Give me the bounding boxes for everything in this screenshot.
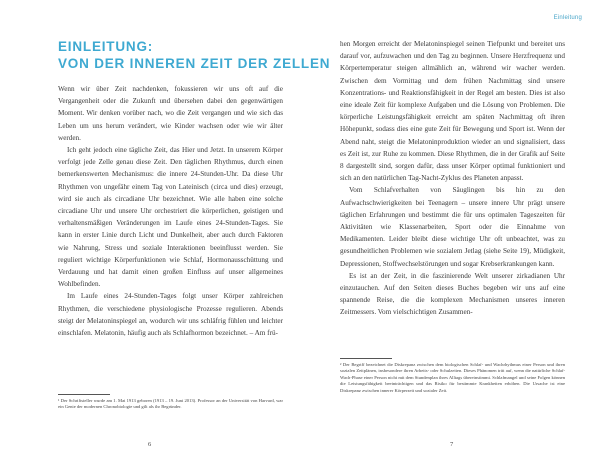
right-paragraph-1: hen Morgen erreicht der Melatoninspiegel seinen Tiefpunkt und bereitet uns darauf vor, aufzuwachen und den Tag zu beginnen. Unsere Herzfrequenz und Körpertemperatur steigen allmählich an, während wir wacher werden. Zwischen dem Vormittag und dem frühen Nachmittag sind unsere Konzentrations- und Reaktionsfähigkeit in der Regel am besten. Dies ist also eine ideale Zeit für komplexe Aufgaben und die Lösung von Problemen. Die körperliche Leistungsfähigkeit erreicht am späten Nachmittag oft ihren Höhepunkt, sodass dies eine gute Zeit für Bewegung und Sport ist. Wenn der Abend naht, steigt die Melatoninproduktion wieder an und signalisiert, dass es Zeit ist, zur Ruhe zu kommen. Diese Rhythmen, die in der Grafik auf Seite 8 dargestellt sind, sorgen dafür, dass unser Körper optimal funktioniert und sich an den natürlichen Tag-Nacht-Zyklus des Planeten anpasst. (340, 40, 565, 183)
left-paragraph-1: Wenn wir über Zeit nachdenken, fokussieren wir uns oft auf die Vergangenheit oder die Zukunft und übersehen dabei den gegenwärtigen Moment. Wir denken vorüber nach, wo die Zeit vergangen und wie sich das Leben um uns herum verändert, wie Kinder wachsen oder wie wir älter werden. (58, 85, 283, 142)
running-header: Einleitung (553, 15, 582, 21)
left-paragraph-2: Ich geht jedoch eine tägliche Zeit, das Hier und Jetzt. In unserem Körper verfolgt jede Zelle genau diese Zeit. Den täglichen Rhythmus, durch einen bemerkenswerten Mechanismus: die innere 24-Stunden-Uhr. Da diese Uhr Rhythmen von ungefähr einem Tag von Lateinisch (circa und dies) erzeugt, wird sie auch als circadiane Uhr bezeichnet. Wie alle haben eine solche circadiane Uhr und unsere Uhr orchestriert die körperlichen, geistigen und verhaltensmäßigen Veränderungen im Laufe eines 24-Stunden-Tages. Sie kann in erster Linie durch Licht und Dunkelheit, aber auch durch Faktoren wie Nahrung, Stress und soziale Interaktionen beeinflusst werden. Sie reguliert wichtige Körperfunktionen wie Schlaf, Hormonausschüttung und Verdauung und hat damit einen großen Einfluss auf unser allgemeines Wohlbefinden. (58, 146, 283, 289)
right-footnote (340, 358, 565, 394)
left-paragraph-3: Im Laufe eines 24-Stunden-Tages folgt unser Körper zahlreichen Rhythmen, die verschiedene physiologische Prozesse regulieren. Abends steigt der Melatoninspiegel an, wodurch wir uns schläfrig fühlen und leichter einschlafen. Melatonin, häufig auch als Schlafhormon bezeichnet. – Am frü- (58, 292, 283, 338)
chapter-title (58, 38, 331, 72)
right-paragraph-3: Es ist an der Zeit, in die faszinierende Welt unserer zirkadianen Uhr einzutauchen. Auf den Seiten dieses Buches begeben wir uns auf eine spannende Reise, die die komplexen Mechanismen unseres inneren Zeitmessers. Vom vielschichtigen Zusammen- (340, 271, 565, 317)
left-page-number: 6 (148, 441, 152, 448)
footnote-divider (340, 358, 392, 359)
right-paragraph-2: Vom Schlafverhalten von Säuglingen bis hin zu den Aufwachschwierigkeiten bei Teenagern – unsere innere Uhr prägt unsere täglichen Erfahrungen und bestimmt die für uns optimalen Tageszeiten für Aktivitäten wie Klassenarbeiten, Sport oder die Einnahme von Medikamenten. Leider bleibt diese wichtige Uhr oft unbeachtet, was zu gesundheitlichen Problemen wie sozialem Jetlag (siehe Seite 19), Müdigkeit, Depressionen, Stoffwechselstörungen und sogar Krebserkrankungen kann. (340, 186, 565, 268)
left-footnote-text: ¹ Der Schriftsteller wurde am 1. Mai 1913 geboren (1913 – 19. Juni 2013). Professor an der Universität von Harvard, war ein Genie der modernen Chronobiologie und gilt als ihr Begründer. (58, 398, 283, 410)
chapter-title-line-2: VON DER INNEREN ZEIT DER ZELLEN (58, 56, 331, 71)
left-footnote (58, 394, 283, 411)
right-footnote-text: ² Der Begriff bezeichnet die Diskrepanz zwischen dem biologischen Schlaf- und Wachrhythmus einer Person und ihren sozialen Zeitplänen, insbesondere ihren Arbeits- oder Schulzeiten. Dieses Phänomen tritt auf, wenn die natürliche Schlaf-Wach-Phase einer Person nicht mit dem Stundenplan ihres Alltags übereinstimmt. Schlafmangel und seine Folgen können die Leistungsfähigkeit beeinträchtigen und das Risiko für bestimmte Krankheiten erhöhen. Die Ursache ist eine Diskrepanz zwischen innerer Körperzeit und sozialer Zeit. (340, 362, 565, 393)
left-body-text (58, 83, 283, 339)
right-page-number: 7 (450, 441, 454, 448)
chapter-title-line-1: EINLEITUNG: (58, 39, 154, 54)
right-body-text (340, 38, 565, 319)
footnote-divider (58, 394, 110, 395)
right-page (300, 0, 600, 467)
